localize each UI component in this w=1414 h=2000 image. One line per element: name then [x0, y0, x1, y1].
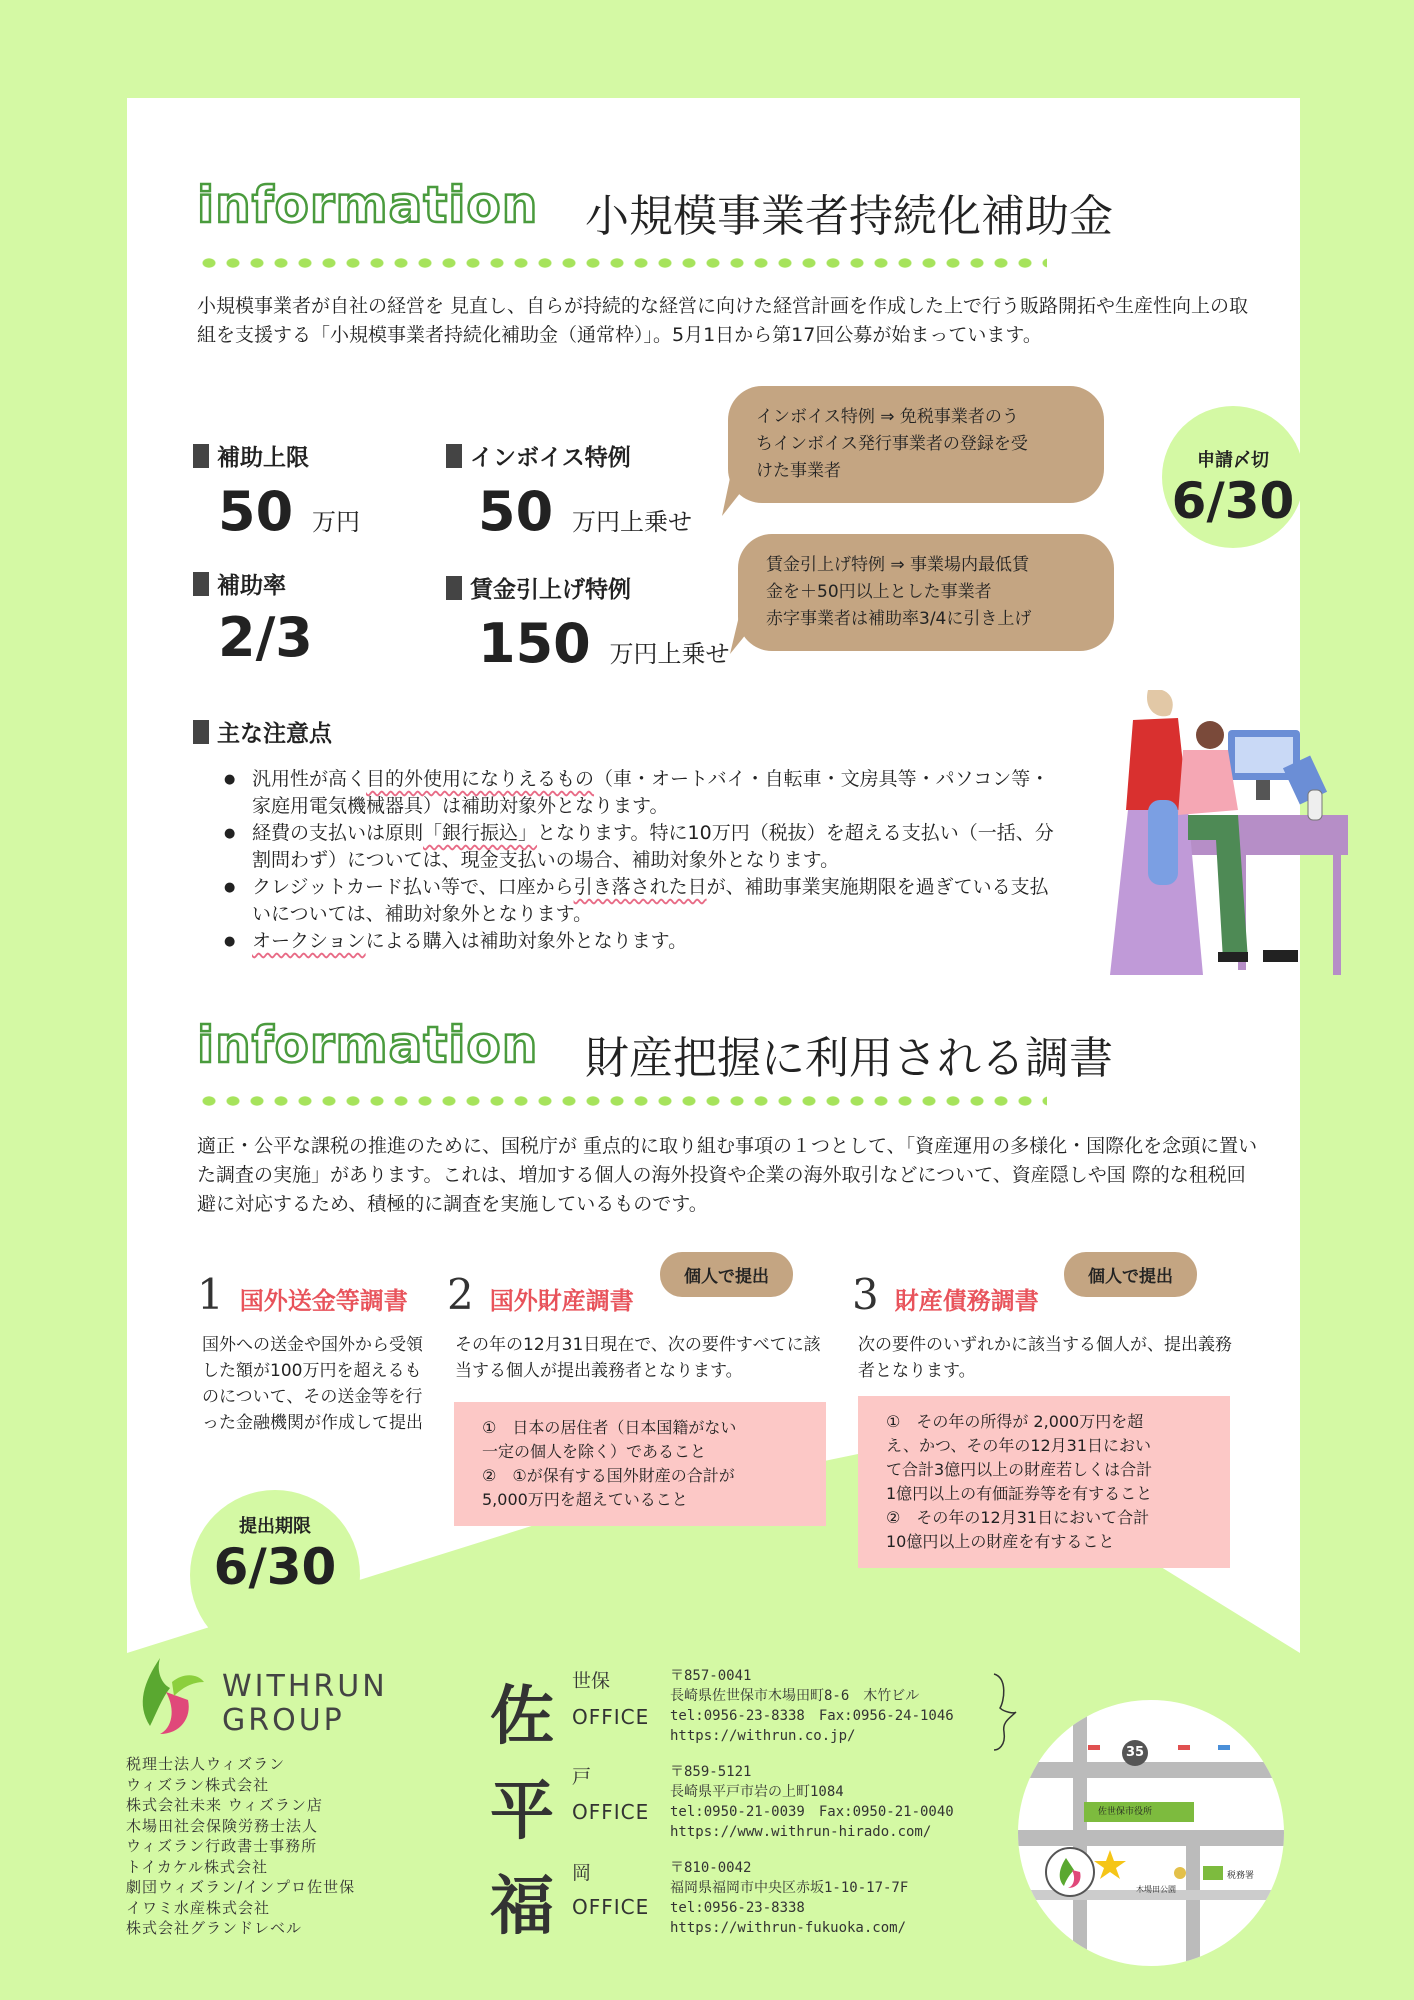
label-subsidy-rate: 補助率	[193, 567, 286, 600]
list-item: ● 汎用性が高く目的外使用になりえるもの（車・オートバイ・自転車・文房具等・パソコン等・家庭用電気機械器具）は補助対象外となります。	[218, 766, 1058, 820]
value-subsidy-limit: 50 万円	[218, 480, 360, 543]
office-suffix: 戸	[572, 1766, 592, 1788]
office-label: OFFICE	[572, 1895, 650, 1919]
subsidy-intro: 小規模事業者が自社の経営を 見直し、自らが持続的な経営に向けた経営計画を作成した上で行う販路開拓や生産性向上の取組を支援する「小規模事業者持続化補助金（通常枠）」。5月1日から第17回公募が始まっています。	[197, 295, 1249, 346]
list-item: ● 経費の支払いは原則「銀行振込」となります。特に10万円（税抜）を超える支払い（一括、分割問わず）については、現金支払いの場合、補助対象外となります。	[218, 820, 1058, 874]
office-address-hirado: 〒859-5121 長崎県平戸市岩の上町1084 tel:0950-21-0039 Fax:0950-21-0040 https://www.withrun-hirado.com/	[670, 1764, 954, 1840]
records-col-3-requirements: ① その年の所得が 2,000万円を超 え、かつ、その年の12月31日におい て合計3億円以上の財産若しくは合計 1億円以上の有価証券等を有すること ② その年の12月31日において合計 10億円以上の財産を有すること	[858, 1396, 1230, 1568]
withrun-logo-text: WITHRUN GROUP	[222, 1669, 388, 1738]
office-kanji-sasebo: 佐	[490, 1679, 554, 1754]
records-col-3-text: 次の要件のいずれかに該当する個人が、提出義務者となります。	[858, 1335, 1232, 1381]
group-company-list: 税理士法人ウィズラン ウィズラン株式会社 株式会社未来 ウィズラン店 木場田社会保険労務士法人 ウィズラン行政書士事務所 トイカケル株式会社 劇団ウィズラン/インプロ佐世保 イワミ水産株式会社 株式会社グランドレベル	[126, 1755, 356, 1937]
bubble-tail	[730, 612, 770, 657]
invoice-bubble: インボイス特例 ⇒ 免税事業者のう ちインボイス発行事業者の登録を受 けた事業者	[728, 386, 1104, 503]
deadline-circle-2: 提出期限 6/30	[190, 1490, 360, 1660]
map-label-tax-office: 税務署	[1227, 1871, 1255, 1881]
records-col-3-header: 3 財産債務調書	[852, 1270, 1039, 1319]
office-address-fukuoka: 〒810-0042 福岡県福岡市中央区赤坂1-10-17-7F tel:0956-23-8338 https://withrun-fukuoka.com/	[670, 1860, 909, 1936]
records-col-2-requirements: ① 日本の居住者（日本国籍がない 一定の個人を除く）であること ② ①が保有する国外財産の合計が 5,000万円を超えていること	[454, 1402, 826, 1526]
bubble-tail	[722, 478, 762, 518]
value-wage-special: 150 万円上乗せ	[478, 612, 730, 675]
personal-submit-tag: 個人で提出	[660, 1252, 793, 1297]
label-wage-special: 賃金引上げ特例	[446, 571, 631, 604]
map-label-city-hall: 佐世保市役所	[1098, 1807, 1153, 1817]
deadline-circle-1: 申請〆切 6/30	[1162, 406, 1304, 548]
information-heading-1: information	[197, 176, 539, 234]
office-kanji-hirado: 平	[490, 1774, 554, 1849]
section-title-records: 財産把握に利用される調書	[585, 1033, 1113, 1084]
office-label: OFFICE	[572, 1705, 650, 1729]
office-suffix: 世保	[572, 1670, 611, 1692]
records-col-2-header: 2 国外財産調書	[447, 1270, 634, 1319]
notes-list	[218, 766, 1058, 955]
records-intro: 適正・公平な課税の推進のために、国税庁が 重点的に取り組む事項の１つとして、「資産運用の多様化・国際化を念頭に置いた調査の実施」があります。これは、増加する個人の海外投資や企業の海外取引などについて、資産隠しや国 際的な租税回避に対応するため、積極的に調査を実施しているものです。	[197, 1135, 1258, 1215]
office-kanji-fukuoka: 福	[490, 1869, 554, 1944]
information-heading-2: information	[197, 1016, 539, 1074]
office-workers-illustration	[1098, 690, 1348, 980]
office-suffix: 岡	[572, 1862, 592, 1884]
withrun-logo-icon	[126, 1652, 206, 1736]
value-subsidy-rate: 2/3	[218, 606, 313, 669]
brace-decoration	[990, 1672, 1020, 1752]
wage-bubble: 賃金引上げ特例 ⇒ 事業場内最低賃 金を＋50円以上とした事業者 赤字事業者は補助率3/4に引き上げ	[738, 534, 1114, 651]
value-invoice-special: 50 万円上乗せ	[478, 480, 692, 543]
label-notes: 主な注意点	[193, 715, 332, 748]
dotted-divider	[197, 1094, 1047, 1108]
map-label-park: 木場田公園	[1136, 1885, 1176, 1894]
records-col-2-text: その年の12月31日現在で、次の要件すべてに該当する個人が提出義務者となります。	[455, 1335, 821, 1381]
records-col-1-header: 1 国外送金等調書	[197, 1270, 408, 1319]
records-col-1-text: 国外への送金や国外から受領した額が100万円を超えるものについて、その送金等を行った金融機関が作成して提出	[202, 1335, 423, 1433]
route-badge: 35	[1122, 1740, 1148, 1766]
office-map	[1018, 1700, 1284, 1966]
personal-submit-tag: 個人で提出	[1064, 1252, 1197, 1297]
list-item: ● オークションによる購入は補助対象外となります。	[218, 928, 1058, 955]
dotted-divider	[197, 256, 1047, 270]
list-item: ● クレジットカード払い等で、口座から引き落された日が、補助事業実施期限を過ぎている支払いについては、補助対象外となります。	[218, 874, 1058, 928]
office-label: OFFICE	[572, 1800, 650, 1824]
label-invoice-special: インボイス特例	[446, 439, 631, 472]
section-title-subsidy: 小規模事業者持続化補助金	[585, 191, 1113, 242]
label-subsidy-limit: 補助上限	[193, 439, 309, 472]
office-address-sasebo: 〒857-0041 長崎県佐世保市木場田町8-6 木竹ビル tel:0956-23-8338 Fax:0956-24-1046 https://withrun.co.jp/	[670, 1668, 954, 1744]
